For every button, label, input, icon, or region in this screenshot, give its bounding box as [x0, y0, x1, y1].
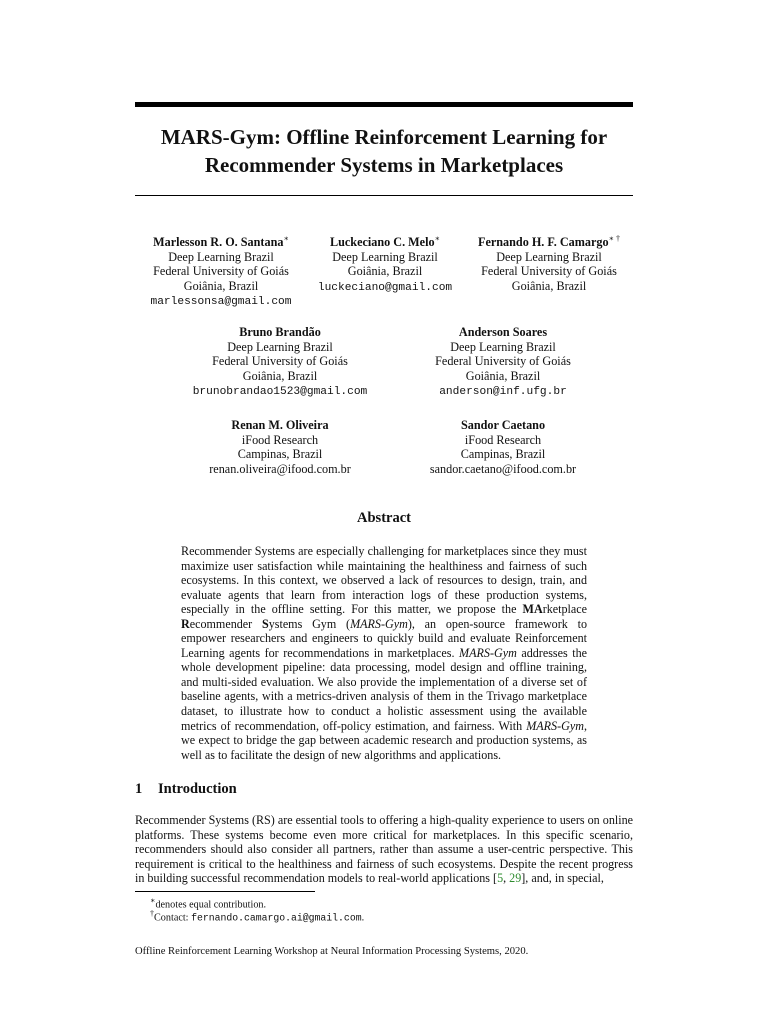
paper-title [135, 123, 633, 179]
author-location: Goiânia, Brazil [465, 368, 541, 383]
author-email[interactable]: luckeciano@gmail.com [317, 281, 453, 294]
abstract-bold: MA [522, 602, 543, 617]
author-mark: ∗ [283, 234, 289, 243]
footnote-text: denotes equal contribution. [155, 899, 267, 911]
author-mark: ∗ † [608, 234, 620, 243]
abstract-text: rketplace [542, 602, 587, 617]
footnote-text: Contact: [154, 912, 192, 924]
author-affiliation: Deep Learning Brazil [496, 249, 602, 264]
author-email[interactable]: renan.oliveira@ifood.com.br [209, 461, 351, 476]
abstract-italic: MARS-Gym [459, 645, 517, 660]
author-block-soares [413, 325, 593, 400]
author-affiliation: Deep Learning Brazil [450, 339, 556, 354]
intro-text: Recommender Systems (RS) are essential tools to offering a high-quality experience to users on online platforms. These systems become even more critical for marketplaces. In this specific scenario, recommenders should also consider all partners, rather than assume a user-centric perspective. This requirement is critical to the healthiness and fairness of such ecosystems. Despite the recent progress in building successful recommendation models to real-world applications [ [135, 813, 633, 886]
title-line-1: MARS-Gym: Offline Reinforcement Learning for [160, 125, 608, 149]
title-top-rule [135, 102, 633, 107]
abstract-text: ystems Gym ( [268, 616, 351, 631]
abstract-text: Recommender Systems are especially challenging for marketplaces since they must maximize user satisfaction while maintaining the healthiness and fairness of such ecosystems. In this context, we observed a lack of resources to design, train, and evaluate agents that learn from interaction logs of these production systems, especially in the offline setting. For this matter, we propose the [181, 544, 587, 617]
abstract-bold: R [181, 616, 190, 631]
author-affiliation: iFood Research [241, 432, 319, 447]
author-affiliation: Federal University of Goiás [435, 354, 571, 369]
author-location: Goiânia, Brazil [347, 264, 423, 279]
author-block-caetano [413, 418, 593, 476]
author-email[interactable]: sandor.caetano@ifood.com.br [429, 461, 577, 476]
author-email[interactable]: marlessonsa@gmail.com [150, 296, 292, 309]
footnote-mark: † [150, 909, 154, 918]
abstract-text: , we expect to bridge the gap between academic research and production systems, as well as to facilitate the design of new algorithms and applications. [181, 718, 587, 762]
author-mark: ∗ [434, 234, 441, 243]
author-affiliation: Deep Learning Brazil [332, 249, 438, 264]
footnote-mark: ∗ [150, 896, 156, 905]
author-name: Sandor Caetano [460, 418, 546, 432]
author-location: Goiânia, Brazil [183, 278, 259, 293]
author-name: Bruno Brandão [239, 325, 321, 339]
section-number: 1 [135, 781, 143, 797]
venue-footer: Offline Reinforcement Learning Workshop at Neural Information Processing Systems, 2020. [135, 946, 529, 957]
abstract-bold: S [261, 616, 269, 631]
author-affiliation: Federal University of Goiás [481, 264, 617, 279]
author-affiliation: Federal University of Goiás [153, 264, 289, 279]
author-email[interactable]: brunobrandao1523@gmail.com [192, 386, 368, 399]
abstract-text: addresses the whole development pipeline: data processing, model design and offline training, and multi-sided evaluation. We also provide the implementation of a diverse set of baseline agents, with a metrics-driven analysis of them in the Trivago marketplace dataset, to illustrate how to conduct a holistic assessment using the available metrics of recommendation, off-policy estimation, and fairness. With [181, 645, 587, 733]
title-line-2: Recommender Systems in Marketplaces [204, 153, 564, 177]
section-title: Introduction [158, 781, 237, 797]
footnote-contact [150, 908, 364, 924]
author-affiliation: Deep Learning Brazil [227, 339, 333, 354]
author-block-melo [305, 232, 465, 295]
author-affiliation: iFood Research [464, 432, 542, 447]
abstract-italic: MARS-Gym [350, 616, 408, 631]
abstract-heading: Abstract [357, 510, 411, 526]
author-block-oliveira [190, 418, 370, 476]
abstract-text: ), an open-source framework to empower researchers and engineers to quickly build and evaluate Reinforcement Learning agents for recommendations in marketplaces. [181, 616, 587, 660]
footnote-rule [135, 891, 315, 892]
author-name: Marlesson R. O. Santana [153, 235, 284, 250]
intro-text: , [503, 871, 510, 886]
abstract-body [181, 544, 587, 762]
author-block-brandao [190, 325, 370, 400]
author-location: Goiânia, Brazil [242, 368, 318, 383]
abstract-italic: MARS-Gym [526, 718, 584, 733]
footnote-email[interactable]: fernando.camargo.ai@gmail.com [191, 912, 362, 924]
intro-text: ], and, in special, [521, 871, 604, 886]
author-location: Goiânia, Brazil [511, 278, 587, 293]
section-heading-introduction [135, 781, 237, 798]
author-affiliation: Deep Learning Brazil [168, 249, 274, 264]
author-block-camargo [469, 232, 629, 293]
citation-link[interactable]: 29 [509, 871, 522, 886]
introduction-paragraph [135, 813, 633, 886]
author-name: Renan M. Oliveira [231, 418, 329, 432]
author-name: Anderson Soares [458, 325, 548, 339]
author-affiliation: Federal University of Goiás [212, 354, 348, 369]
author-location: Campinas, Brazil [460, 447, 546, 462]
citation-link[interactable]: 5 [497, 871, 504, 886]
author-block-santana [145, 232, 297, 310]
author-name: Luckeciano C. Melo [329, 235, 435, 250]
title-bottom-rule [135, 195, 633, 196]
author-email[interactable]: anderson@inf.ufg.br [439, 386, 567, 399]
footnote-text: . [361, 912, 365, 924]
abstract-text: ecommender [189, 616, 262, 631]
author-location: Campinas, Brazil [237, 447, 323, 462]
author-name: Fernando H. F. Camargo [478, 235, 609, 250]
